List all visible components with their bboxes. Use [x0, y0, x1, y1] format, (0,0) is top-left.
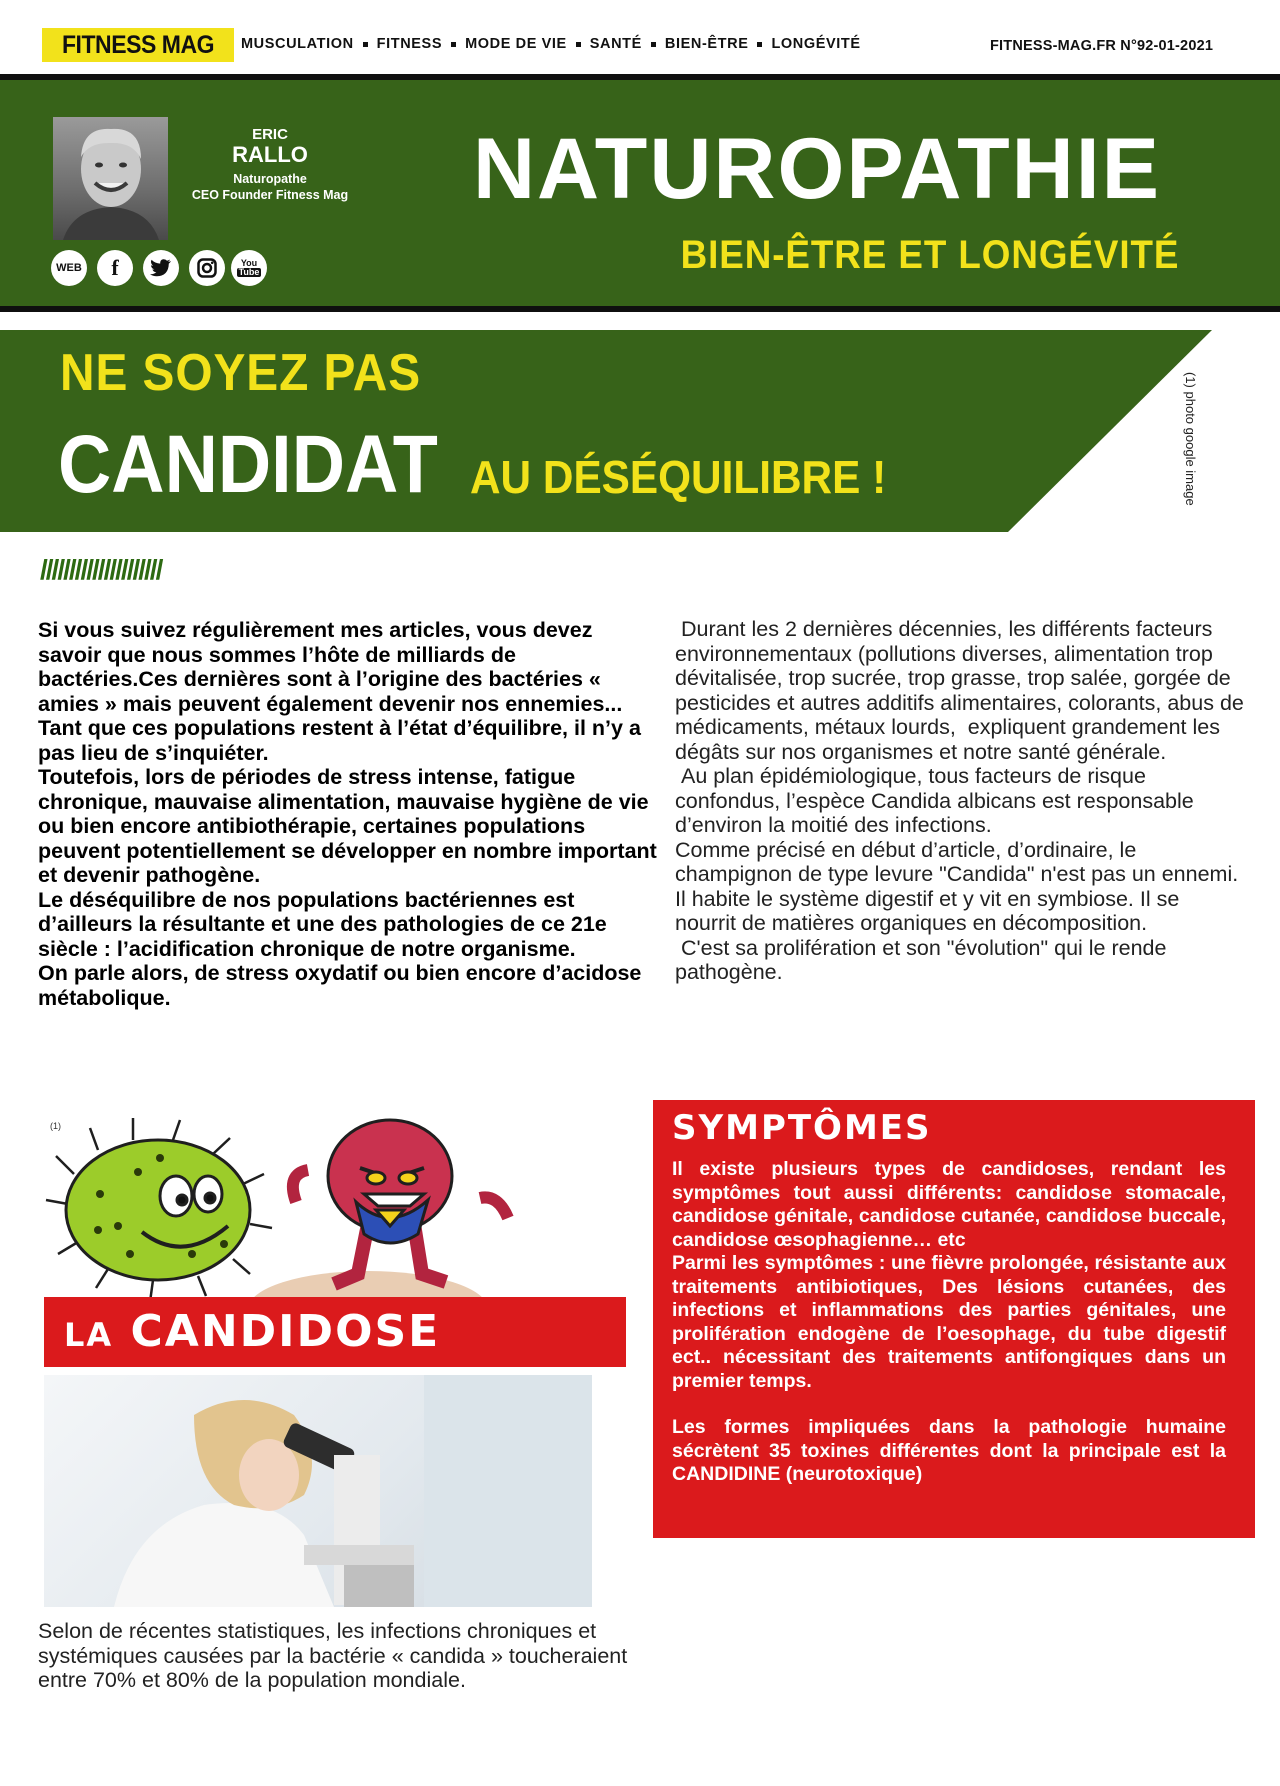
nav-separator: [757, 42, 762, 47]
lab-photo: [44, 1375, 592, 1607]
illustration-credit: (1): [50, 1121, 61, 1131]
nav-separator: [576, 42, 581, 47]
author-first-name: ERIC: [252, 126, 288, 143]
symptoms-paragraph: Il existe plusieurs types de candidoses, rendant les symptômes tout aussi différents: candidose stomacale, candidose génitale, candidose cutanée, candidose buccale, candidose œsophagienne… etc: [672, 1158, 1226, 1251]
symptoms-paragraph: Parmi les symptômes : une fièvre prolongée, résistante aux traitements antibiotiques, Des lésions cutanées, des infections et inflammations des parties génitales, une prolifération endogène de l’oesophage, du tube digestif ect.. nécessitant des traitements antifongiques dans un premier temps.: [672, 1252, 1226, 1392]
author-last-name: RALLO: [232, 142, 308, 167]
decorative-slashes: /////////////////////: [40, 554, 162, 585]
candidose-caption: Selon de récentes statistiques, les infections chroniques et systémiques causées par la bactérie « candida » toucheraient entre 70% et 80% de la population mondiale.: [38, 1619, 628, 1692]
twitter-icon[interactable]: [143, 250, 179, 286]
nav-item-bien-etre[interactable]: BIEN-ÊTRE: [664, 36, 749, 52]
author-role: Naturopathe: [233, 172, 307, 186]
article-left-column: [38, 618, 658, 1010]
author-title: CEO Founder Fitness Mag: [191, 188, 349, 202]
nav-item-fitness[interactable]: FITNESS: [376, 36, 443, 52]
headline-line-2: AU DÉSÉQUILIBRE !: [470, 451, 887, 503]
nav-item-sante[interactable]: SANTÉ: [589, 36, 642, 52]
candidose-title-main: CANDIDOSE: [130, 1306, 441, 1357]
green-bacterium: [46, 1118, 272, 1302]
facebook-icon[interactable]: f: [97, 250, 133, 286]
youtube-icon[interactable]: [231, 250, 267, 286]
symptoms-body: [672, 1158, 1226, 1487]
nav-separator: [363, 42, 368, 47]
brand-logo[interactable]: FITNESS MAG: [61, 31, 215, 59]
nav-separator: [451, 42, 456, 47]
youtube-label-top: You: [240, 258, 258, 268]
photo-credit: (1) photo google image: [1183, 372, 1198, 506]
author-photo: [53, 117, 168, 240]
red-germ: [293, 1120, 508, 1284]
main-nav: [241, 33, 861, 55]
nav-item-longevite[interactable]: LONGÉVITÉ: [771, 36, 861, 52]
article-right-column: [675, 617, 1250, 985]
section-title: NATUROPATHIE: [472, 121, 1162, 217]
article-paragraph: Le déséquilibre de nos populations bactériennes est d’ailleurs la résultante et une des pathologies de ce 21e siècle : l’acidification chronique de notre organisme.: [38, 887, 607, 961]
article-paragraph: On parle alors, de stress oxydatif ou bien encore d’acidose métabolique.: [38, 961, 642, 1010]
article-paragraph: Durant les 2 dernières décennies, les différents facteurs environnementaux (pollutions diverses, alimentation trop dévitalisée, trop sucrée, trop grasse, trop salée, gorgée de pesticides et autres additifs alimentaires, colorants, abus de médicaments, métaux lourds, expliquent grandement les dégâts sur nos organismes et notre santé générale.: [675, 617, 1250, 764]
article-paragraph: Si vous suivez régulièrement mes articles, vous devez savoir que nous sommes l’hôte de milliards de bactéries.Ces dernières sont à l’origine des bactéries « amies » mais peuvent également devenir nos ennemies...: [38, 618, 623, 716]
nav-item-mode-de-vie[interactable]: MODE DE VIE: [465, 36, 567, 52]
article-paragraph: Comme précisé en début d’article, d’ordinaire, le champignon de type levure "Candida" n'est pas un ennemi. Il habite le système digestif et y vit en symbiose. Il se nourrit de matières organiques en décomposition.: [675, 837, 1239, 935]
bacteria-illustration: [38, 1114, 628, 1304]
article-paragraph: Tant que ces populations restent à l’état d’équilibre, il n’y a pas lieu de s’inquiéter.: [38, 716, 641, 765]
article-paragraph: C'est sa prolifération et son "évolution" qui le rende pathogène.: [675, 935, 1173, 984]
headline-line-1: NE SOYEZ PAS: [60, 344, 422, 402]
youtube-label-bottom: Tube: [238, 267, 260, 277]
issue-number: FITNESS-MAG.FR N°92-01-2021: [990, 38, 1214, 54]
article-paragraph: Au plan épidémiologique, tous facteurs de risque confondus, l’espèce Candida albicans est responsable d’environ la moitié des infections.: [675, 764, 1200, 837]
article-paragraph: Toutefois, lors de périodes de stress intense, fatigue chronique, mauvaise alimentation, mauvaise hygiène de vie ou bien encore antibiothérapie, certaines populations peuvent potentiellement se développer en nombre important et devenir pathogène.: [38, 765, 657, 887]
candidose-title: [64, 1306, 440, 1357]
candidose-title-prefix: LA: [64, 1316, 114, 1354]
symptoms-paragraph: Les formes impliquées dans la pathologie humaine sécrètent 35 toxines différentes dont la principale est la CANDIDINE (neurotoxique): [672, 1416, 1226, 1485]
web-icon[interactable]: WEB: [51, 250, 87, 286]
headline-keyword: CANDIDAT: [58, 419, 438, 510]
instagram-icon[interactable]: [189, 250, 225, 286]
nav-item-musculation[interactable]: MUSCULATION: [241, 36, 354, 52]
section-subtitle: BIEN-ÊTRE ET LONGÉVITÉ: [680, 233, 1180, 277]
nav-separator: [651, 42, 656, 47]
symptoms-title: SYMPTÔMES: [672, 1108, 932, 1148]
